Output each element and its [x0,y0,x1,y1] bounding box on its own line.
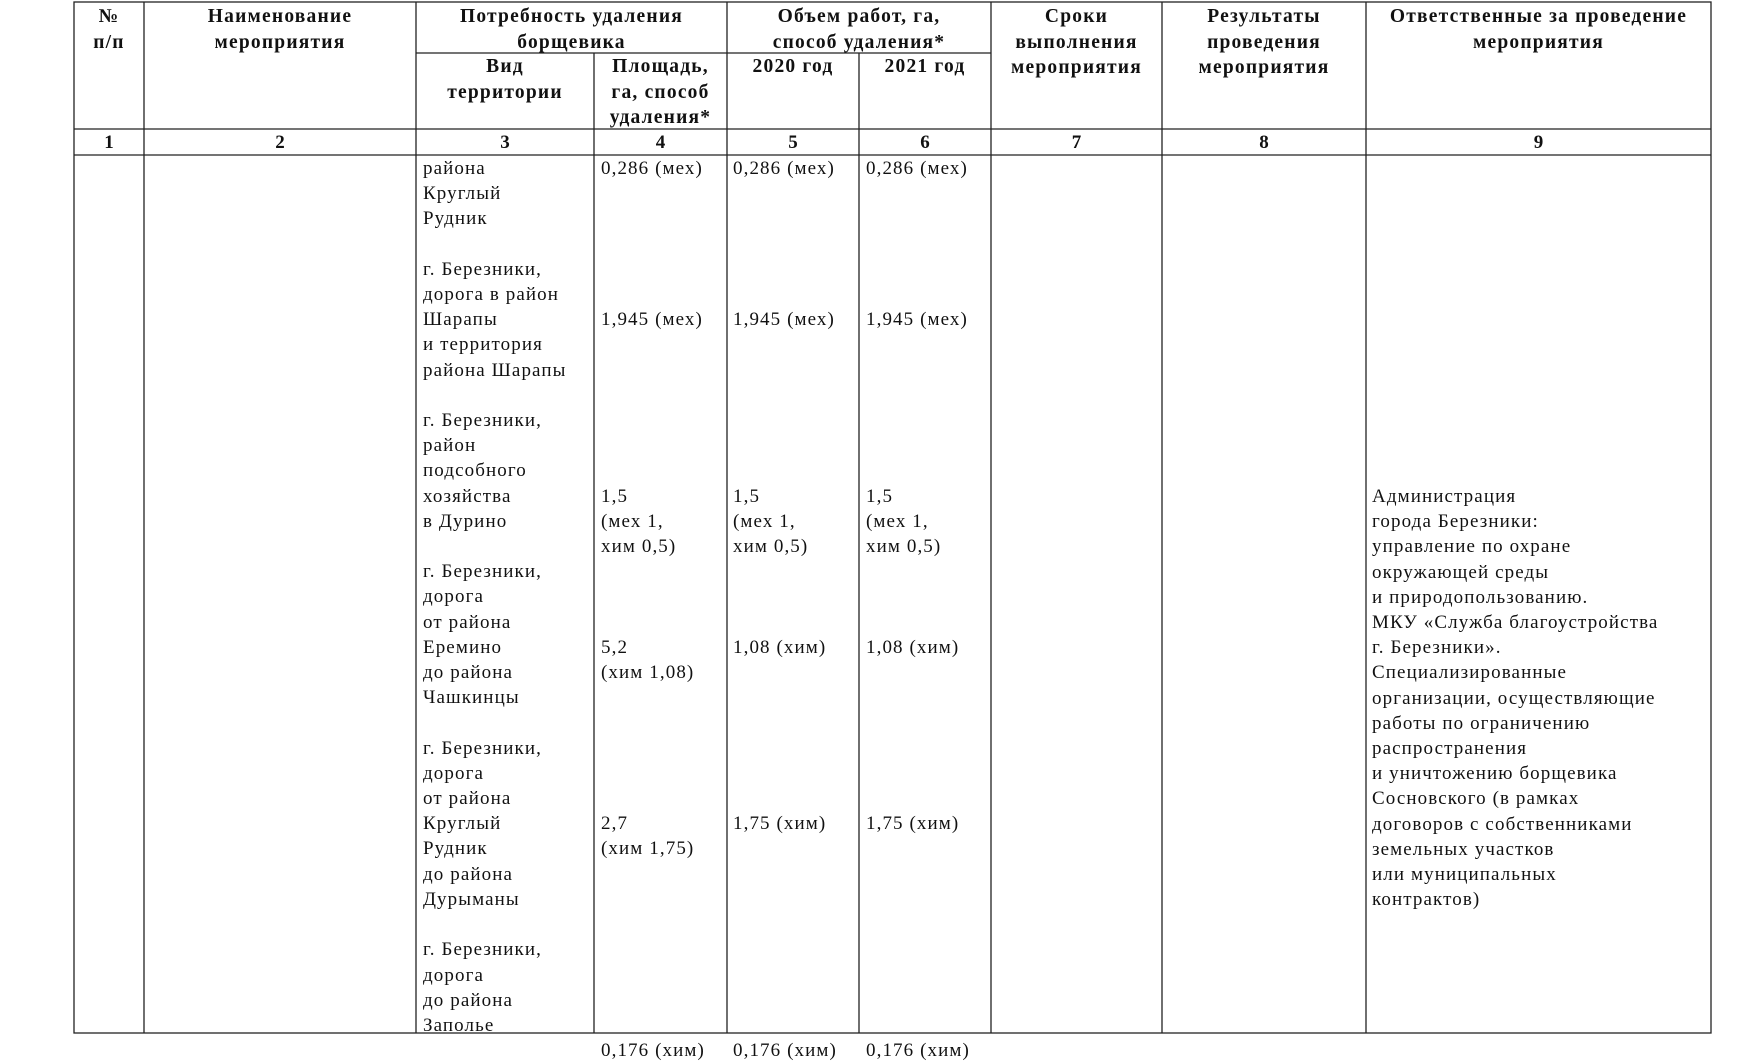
cell-volume-2021: 0,286 (мех) 1,945 (мех) 1,5 (мех 1, хим 0,5) 1,08 (хим) 1,75 (хим) 0,176 (хим) [866,158,970,1062]
cell-volume-2020: 0,286 (мех) 1,945 (мех) 1,5 (мех 1, хим 0,5) 1,08 (хим) 1,75 (хим) 0,176 (хим) [733,158,837,1062]
header-col-deadline: Сроки выполнения мероприятия [1011,6,1142,78]
column-number: 3 [500,132,510,153]
cell-responsible: Администрация города Березники: управление по охране окружающей среды и природопользованию. МКУ «Служба благоустройства г. Березники». Специализированные организации, осуществляющие работы по ограничению распространения и уничтожению борщевика Сосновского (в рамках договоров с собственниками земельных участков или муниципальных контрактов) [1372,486,1659,911]
header-col-2020: 2020 год [752,56,834,77]
column-number: 7 [1071,132,1082,153]
header-col-2021: 2021 год [884,56,966,77]
header-col-name: Наименование мероприятия [207,6,353,53]
column-number: 6 [920,132,930,153]
column-number: 5 [788,132,798,153]
header-col-responsible: Ответственные за проведение мероприятия [1389,6,1688,53]
column-number: 2 [275,132,285,153]
header-group-volume: Объем работ, га, способ удаления* [772,6,946,53]
header-group-need: Потребность удаления борщевика [459,6,684,53]
header-col-number: № п/п [93,6,125,53]
column-number: 4 [655,132,666,153]
column-number: 1 [104,132,114,153]
cell-area: 0,286 (мех) 1,945 (мех) 1,5 (мех 1, хим 0,5) 5,2 (хим 1,08) 2,7 (хим 1,75) 0,176 (хим) [601,158,705,1062]
header-col-area: Площадь, га, способ удаления* [609,56,712,128]
column-number: 9 [1533,132,1544,153]
header-col-territory: Вид территории [447,56,563,103]
header-col-results: Результаты проведения мероприятия [1198,6,1330,78]
column-number: 8 [1259,132,1269,153]
cell-territory: района Круглый Рудник г. Березники, дорога в район Шарапы и территория района Шарапы г. Березники, район подсобного хозяйства в Дурино г. Березники, дорога от района Еремино до района Чашкинцы г. Березники, дорога от района Круглый Рудник до района Дурыманы г. Березники, дорога до района Заполье [423,158,567,1036]
